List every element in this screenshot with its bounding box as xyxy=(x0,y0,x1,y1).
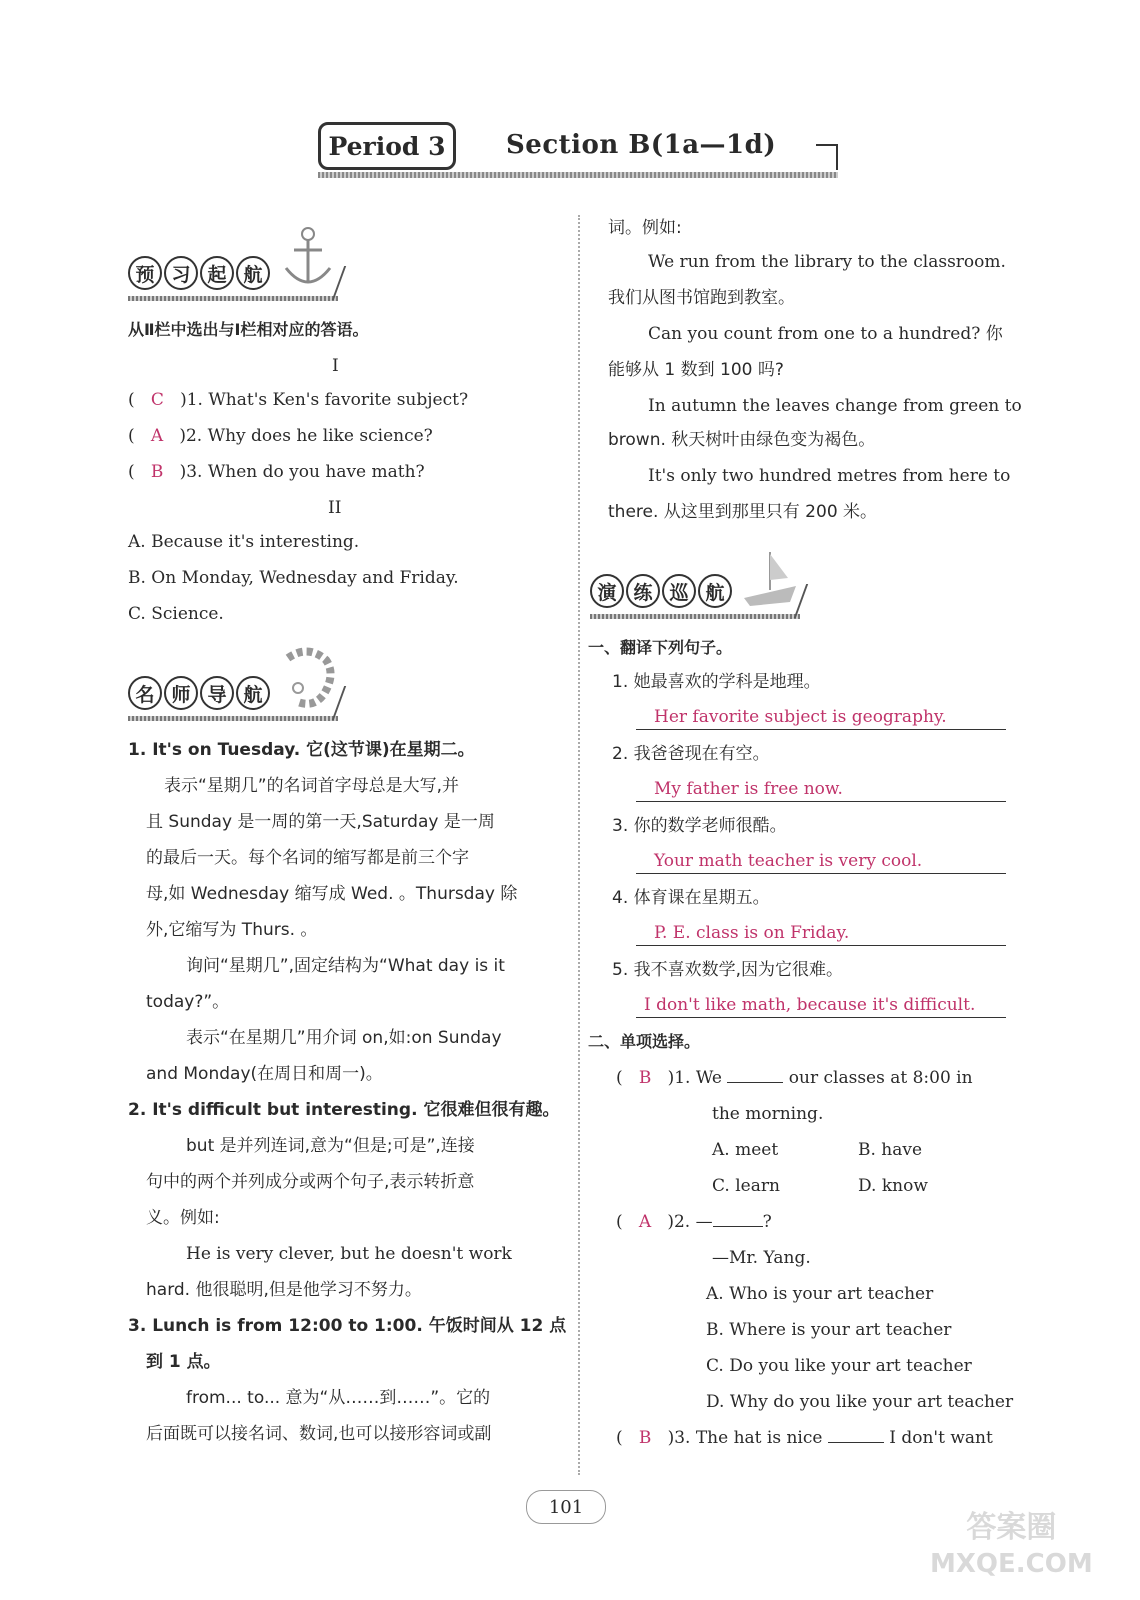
question-answer: B xyxy=(638,1068,652,1088)
question-answer: A xyxy=(638,1212,652,1232)
banner-char: 航 xyxy=(236,676,270,710)
matching-option: B. On Monday, Wednesday and Friday. xyxy=(128,568,459,588)
guide-point-heading: 1. It's on Tuesday. 它(这节课)在星期二。 xyxy=(128,740,475,760)
choice-option: A. Who is your art teacher xyxy=(706,1284,934,1304)
guide-text: 外,它缩写为 Thurs. 。 xyxy=(146,920,318,940)
choice-question: ( B )1. We our classes at 8:00 in xyxy=(616,1068,973,1088)
header-corner xyxy=(816,144,838,170)
choice-question: ( B )3. The hat is nice I don't want xyxy=(616,1428,993,1448)
page-number xyxy=(526,1490,606,1524)
question-answer: B xyxy=(638,1428,652,1448)
question-text: —Mr. Yang. xyxy=(712,1248,811,1268)
guide-text: 义。例如: xyxy=(146,1208,220,1228)
guide-point-heading: 3. Lunch is from 12:00 to 1:00. 午饭时间从 12 点 xyxy=(128,1316,567,1336)
guide-point-heading: 2. It's difficult but interesting. 它很难但很有趣。 xyxy=(128,1100,560,1120)
choice-option: B. have xyxy=(858,1140,923,1160)
translation-answer: P. E. class is on Friday. xyxy=(654,923,850,943)
page-number-frame xyxy=(526,1490,606,1524)
watermark-line1: 答案圈 xyxy=(966,1510,1057,1545)
guide-example: hard. 他很聪明,但是他学习不努力。 xyxy=(146,1280,422,1300)
banner-char: 习 xyxy=(164,256,198,290)
banner-underline xyxy=(128,716,338,721)
translation-prompt: 2. 我爸爸现在有空。 xyxy=(612,744,770,764)
banner-char: 师 xyxy=(164,676,198,710)
guide-text: 询问“星期几”,固定结构为“What day is it xyxy=(186,956,505,976)
preview-instruction: 从Ⅱ栏中选出与Ⅰ栏相对应的答语。 xyxy=(128,320,369,339)
guide-example: He is very clever, but he doesn't work xyxy=(186,1244,512,1264)
answer-line xyxy=(636,992,1006,1018)
scroll-icon xyxy=(278,644,338,714)
guide-text: and Monday(在周日和周一)。 xyxy=(146,1064,383,1084)
column-two-title: II xyxy=(328,498,342,518)
question-answer: B xyxy=(150,462,164,482)
page-number-text: 101 xyxy=(548,1496,584,1518)
question-text: )3. The hat is nice xyxy=(667,1428,823,1448)
choice-option: D. Why do you like your art teacher xyxy=(706,1392,1014,1412)
guide-example: Can you count from one to a hundred? 你 xyxy=(648,324,1003,344)
question-text: )2. Why does he like science? xyxy=(179,426,433,446)
banner-underline xyxy=(128,296,338,301)
matching-question: ( B )3. When do you have math? xyxy=(128,462,425,482)
watermark xyxy=(930,1510,1093,1582)
banner-char: 起 xyxy=(200,256,234,290)
banner-underline xyxy=(590,614,800,619)
banner-char: 导 xyxy=(200,676,234,710)
banner-char: 演 xyxy=(590,574,624,608)
matching-option: C. Science. xyxy=(128,604,224,624)
banner-char: 航 xyxy=(236,256,270,290)
translation-prompt: 3. 你的数学老师很酷。 xyxy=(612,816,787,836)
choice-option: D. know xyxy=(858,1176,928,1196)
guide-text: 句中的两个并列成分或两个句子,表示转折意 xyxy=(146,1172,475,1192)
guide-text: 母,如 Wednesday 缩写成 Wed. 。Thursday 除 xyxy=(146,884,518,904)
guide-example: brown. 秋天树叶由绿色变为褐色。 xyxy=(608,430,876,450)
translation-answer: Her favorite subject is geography. xyxy=(654,707,947,727)
choice-question: ( A )2. — ? xyxy=(616,1212,772,1232)
question-text: I don't want xyxy=(889,1428,993,1448)
matching-question: ( C )1. What's Ken's favorite subject? xyxy=(128,390,469,410)
question-answer: C xyxy=(150,390,164,410)
translation-answer: My father is free now. xyxy=(654,779,843,799)
choice-option: A. meet xyxy=(712,1140,779,1160)
part2-title: 二、单项选择。 xyxy=(588,1032,701,1051)
answer-line xyxy=(636,704,1006,730)
banner-char: 练 xyxy=(626,574,660,608)
guide-example: We run from the library to the classroom. xyxy=(648,252,1006,272)
answer-line xyxy=(636,920,1006,946)
matching-option: A. Because it's interesting. xyxy=(128,532,360,552)
guide-text: 表示“在星期几”用介词 on,如:on Sunday xyxy=(186,1028,502,1048)
translation-prompt: 4. 体育课在星期五。 xyxy=(612,888,770,908)
translation-prompt: 5. 我不喜欢数学,因为它很难。 xyxy=(612,960,844,980)
guide-example: there. 从这里到那里只有 200 米。 xyxy=(608,502,878,522)
question-text: )2. — xyxy=(667,1212,713,1232)
guide-example: It's only two hundred metres from here to xyxy=(648,466,1011,486)
question-text: )1. What's Ken's favorite subject? xyxy=(180,390,469,410)
watermark-line2: MXQE.COM xyxy=(930,1549,1093,1579)
guide-text: 表示“星期几”的名词首字母总是大写,并 xyxy=(164,776,460,796)
banner-char: 巡 xyxy=(662,574,696,608)
guide-text: 词。例如: xyxy=(608,218,682,238)
choice-option: C. Do you like your art teacher xyxy=(706,1356,972,1376)
column-one-title: I xyxy=(332,356,339,376)
section-title: Section B(1a—1d) xyxy=(506,130,777,160)
question-text: )3. When do you have math? xyxy=(179,462,425,482)
choice-option: B. Where is your art teacher xyxy=(706,1320,952,1340)
header-rule xyxy=(318,172,838,178)
answer-blank xyxy=(828,1427,884,1443)
matching-question: ( A )2. Why does he like science? xyxy=(128,426,433,446)
translation-answer: Your math teacher is very cool. xyxy=(654,851,923,871)
part1-title: 一、翻译下列句子。 xyxy=(588,638,733,657)
guide-example: 能够从 1 数到 100 吗? xyxy=(608,360,784,380)
guide-text: 后面既可以接名词、数词,也可以接形容词或副 xyxy=(146,1424,492,1444)
column-divider xyxy=(578,215,580,1475)
translation-answer: I don't like math, because it's difficult. xyxy=(644,995,976,1015)
question-text: the morning. xyxy=(712,1104,824,1124)
guide-text: today?”。 xyxy=(146,992,230,1012)
question-text: our classes at 8:00 in xyxy=(788,1068,973,1088)
page-header xyxy=(318,122,838,178)
guide-example: 我们从图书馆跑到教室。 xyxy=(608,288,795,308)
guide-text: 且 Sunday 是一周的第一天,Saturday 是一周 xyxy=(146,812,495,832)
question-answer: A xyxy=(150,426,164,446)
guide-text: but 是并列连词,意为“但是;可是”,连接 xyxy=(186,1136,475,1156)
choice-option: C. learn xyxy=(712,1176,780,1196)
answer-blank xyxy=(713,1211,763,1227)
anchor-icon xyxy=(278,224,338,294)
banner-char: 预 xyxy=(128,256,162,290)
question-text: ? xyxy=(762,1212,772,1232)
answer-line xyxy=(636,776,1006,802)
question-text: )1. We xyxy=(667,1068,722,1088)
guide-text: 的最后一天。每个名词的缩写都是前三个字 xyxy=(146,848,469,868)
period-label: Period 3 xyxy=(318,122,456,170)
answer-blank xyxy=(727,1067,783,1083)
guide-example: In autumn the leaves change from green to xyxy=(648,396,1022,416)
banner-char: 名 xyxy=(128,676,162,710)
translation-prompt: 1. 她最喜欢的学科是地理。 xyxy=(612,672,821,692)
ship-icon xyxy=(740,542,800,612)
answer-line xyxy=(636,848,1006,874)
guide-point-heading: 到 1 点。 xyxy=(146,1352,221,1372)
banner-char: 航 xyxy=(698,574,732,608)
guide-text: from... to... 意为“从……到……”。它的 xyxy=(186,1388,491,1408)
